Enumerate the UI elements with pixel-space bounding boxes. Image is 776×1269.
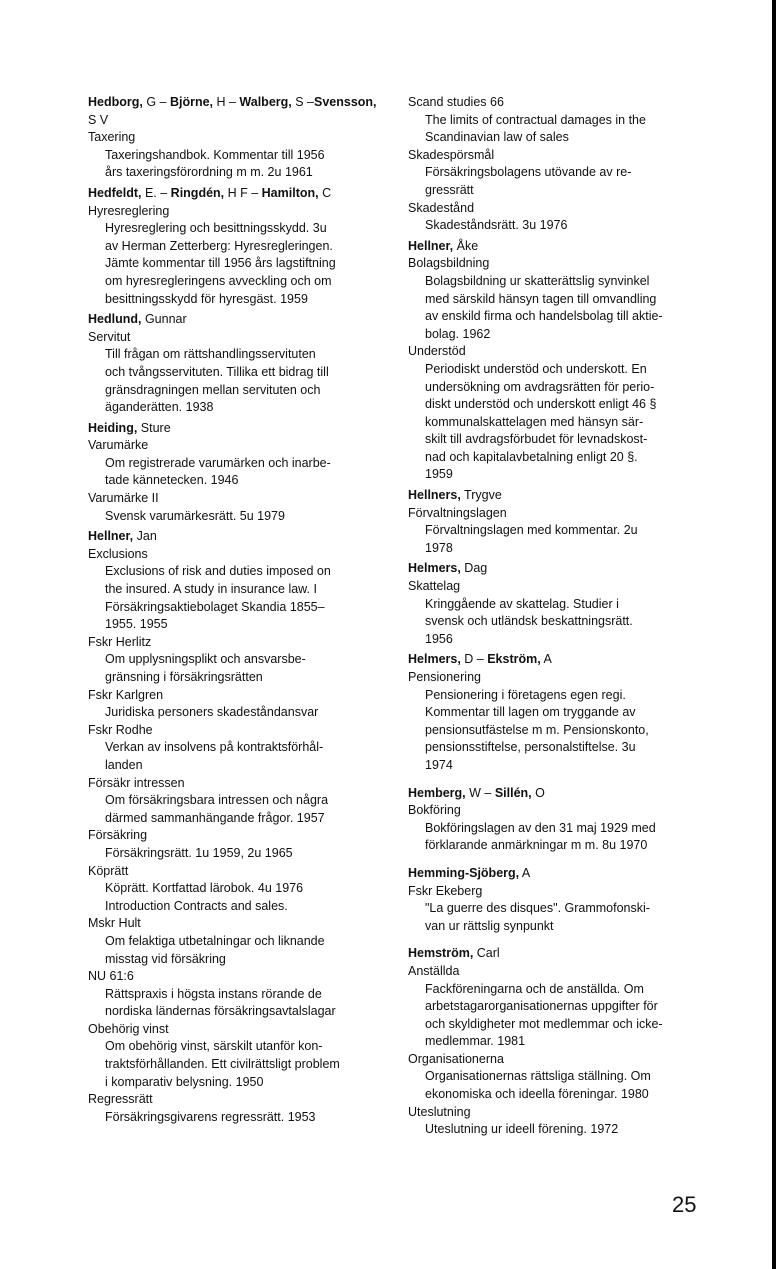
work-title-line: därmed sammanhängande frågor. 1957: [105, 810, 325, 825]
subject-heading: Bokföring: [408, 803, 461, 818]
author-rest: A: [540, 652, 552, 667]
entry-author: [88, 311, 380, 329]
work-title-line: års taxeringsförordning m m. 2u 1961: [105, 165, 313, 180]
work-title-line: Om obehörig vinst, särskilt utanför kon-: [105, 1039, 323, 1054]
work-title-line: Förvaltningslagen med kommentar. 2u: [425, 523, 638, 538]
work-title-line: nad och kapitalavbetalning enligt 20 §.: [425, 449, 638, 464]
work-title-line: pensionsutfästelse m m. Pensionskonto,: [425, 722, 649, 737]
work-title-line: Fackföreningarna och de anställda. Om: [425, 981, 644, 996]
work-title-line: Försäkringsaktiebolaget Skandia 1855–: [105, 599, 325, 614]
work-title-line: Verkan av insolvens på kontraktsförhål-: [105, 740, 324, 755]
subject-block: [408, 200, 708, 235]
work-title-line: Bolagsbildning ur skatterättslig synvinkel: [425, 273, 650, 288]
author-name: Sillén,: [494, 785, 532, 800]
author-name: Hellner,: [408, 238, 454, 253]
subject-block: [88, 490, 380, 525]
author-rest: O: [531, 785, 545, 800]
subject-heading: Understöd: [408, 344, 466, 359]
entry-author: [88, 420, 380, 438]
author-name: Hellner,: [88, 529, 134, 544]
work-title-line: "La guerre des disques". Grammofonski-: [425, 901, 650, 916]
work-title-line: pensionsstiftelse, personalstiftelse. 3u: [425, 740, 636, 755]
work-title-line: misstag vid försäkring: [105, 951, 226, 966]
subject-block: [408, 505, 708, 558]
author-name: Hedborg,: [88, 95, 143, 109]
subject-block: [408, 883, 708, 936]
index-entry: [408, 560, 708, 648]
work-title-line: Skadeståndsrätt. 3u 1976: [425, 218, 568, 233]
work-title-line: Uteslutning ur ideell förening. 1972: [425, 1122, 619, 1137]
work-title-line: Rättspraxis i högsta instans rörande de: [105, 986, 322, 1001]
subject-heading: Varumärke II: [88, 491, 159, 506]
subject-heading: Skadestånd: [408, 200, 475, 215]
author-name: Helmers,: [408, 561, 461, 576]
subject-block: [408, 669, 708, 775]
author-rest: D –: [460, 652, 488, 667]
work-title-line: Bokföringslagen av den 31 maj 1929 med: [425, 820, 656, 835]
work-title-line: besittningsskydd för hyresgäst. 1959: [105, 291, 308, 306]
subject-block: [408, 94, 708, 147]
subject-heading: Varumärke: [88, 438, 149, 453]
work-title-line: förklarande anmärkningar m m. 8u 1970: [425, 838, 648, 853]
author-rest: H F –: [224, 185, 262, 200]
author-name: Hellners,: [408, 488, 461, 503]
work-title-line: Organisationernas rättsliga ställning. Om: [425, 1069, 651, 1084]
author-rest: S –: [291, 95, 314, 109]
index-entry: [408, 945, 708, 1139]
subject-block: [88, 546, 380, 634]
subject-heading: Taxering: [88, 130, 136, 145]
author-name: Hedlund,: [88, 312, 142, 327]
author-name: Ringdén,: [170, 185, 225, 200]
index-entry: [88, 185, 380, 308]
subject-heading: Regressrätt: [88, 1092, 153, 1107]
subject-heading: Pensionering: [408, 670, 481, 684]
author-rest: A: [519, 865, 531, 880]
subject-block: [88, 968, 380, 1021]
work-title-line: Taxeringshandbok. Kommentar till 1956: [105, 147, 325, 162]
subject-heading: NU 61:6: [88, 969, 134, 984]
index-entry: [88, 420, 380, 526]
subject-block: [408, 578, 708, 648]
work-title-line: i komparativ belysning. 1950: [105, 1074, 264, 1089]
subject-block: [88, 687, 380, 722]
work-title-line: arbetstagarorganisationernas uppgifter för: [425, 999, 658, 1014]
author-rest: Sture: [137, 420, 171, 435]
entry-author: [408, 651, 708, 669]
subject-block: [408, 255, 708, 343]
subject-block: [88, 722, 380, 775]
author-name: Björne,: [169, 95, 214, 109]
entry-author: [408, 487, 708, 505]
work-title-line: diskt understöd och underskott enligt 46 §: [425, 397, 657, 412]
subject-block: [88, 129, 380, 182]
work-title-line: Om felaktiga utbetalningar och liknande: [105, 933, 325, 948]
subject-heading: Skattelag: [408, 579, 461, 594]
entry-author: [408, 785, 708, 803]
subject-heading: Fskr Rodhe: [88, 722, 153, 737]
work-title-line: Scandinavian law of sales: [425, 130, 569, 145]
subject-block: [88, 437, 380, 490]
work-title-line: Kommentar till lagen om tryggande av: [425, 705, 636, 720]
work-title-line: kommunalskattelagen med hänsyn sär-: [425, 414, 644, 429]
author-name: Heiding,: [88, 420, 138, 435]
subject-heading: Hyresreglering: [88, 203, 170, 218]
entry-author: [88, 94, 380, 129]
work-title-line: 1974: [425, 757, 453, 772]
work-title-line: svensk och utländsk beskattningsrätt.: [425, 614, 633, 629]
work-title-line: Kringgående av skattelag. Studier i: [425, 596, 619, 611]
work-title-line: bolag. 1962: [425, 326, 491, 341]
left-column: [88, 94, 380, 1129]
work-title-line: Till frågan om rättshandlingsservituten: [105, 347, 316, 362]
subject-heading: Obehörig vinst: [88, 1021, 169, 1036]
subject-block: [88, 827, 380, 862]
work-title-line: om hyresregleringens avveckling och om: [105, 273, 332, 288]
work-title-line: Försäkringsbolagens utövande av re-: [425, 165, 632, 180]
author-name: Hemberg,: [408, 785, 466, 800]
work-title-line: Jämte kommentar till 1956 års lagstiftning: [105, 256, 336, 271]
subject-block: [408, 147, 708, 200]
work-title-line: Om registrerade varumärken och inarbe-: [105, 455, 331, 470]
work-title-line: Juridiska personers skadeståndansvar: [105, 705, 319, 720]
work-title-line: the insured. A study in insurance law. I: [105, 582, 317, 597]
author-name: Hedfeldt,: [88, 185, 142, 200]
subject-heading: Mskr Hult: [88, 916, 141, 931]
work-title-line: nordiska ländernas försäkringsavtalslagar: [105, 1004, 336, 1019]
author-rest: G –: [142, 95, 170, 109]
subject-block: [88, 329, 380, 417]
work-title-line: 1956: [425, 631, 453, 646]
author-rest: Dag: [460, 561, 488, 576]
subject-heading: Fskr Karlgren: [88, 687, 164, 702]
author-rest: E. –: [141, 185, 171, 200]
subject-block: [408, 1051, 708, 1104]
page-edge: [772, 0, 776, 1269]
work-title-line: Periodiskt understöd och underskott. En: [425, 361, 647, 376]
work-title-line: 1959: [425, 467, 453, 482]
author-rest: C: [318, 185, 332, 200]
work-title-line: 1978: [425, 540, 453, 555]
work-title-line: och tvångsservituten. Tillika ett bidrag till: [105, 364, 329, 379]
entry-author: [408, 560, 708, 578]
work-title-line: Pensionering i företagens egen regi.: [425, 687, 626, 702]
work-title-line: Försäkringsrätt. 1u 1959, 2u 1965: [105, 845, 293, 860]
subject-heading: Uteslutning: [408, 1104, 471, 1119]
work-title-line: The limits of contractual damages in the: [425, 112, 646, 127]
author-rest: Trygve: [460, 488, 502, 503]
index-entry: [408, 651, 708, 774]
author-name: Ekström,: [487, 652, 541, 667]
entry-author: [408, 945, 708, 963]
author-rest: Jan: [133, 529, 157, 544]
subject-block: [88, 1021, 380, 1091]
page-number: 25: [672, 1192, 697, 1217]
author-name: Hemström,: [408, 946, 474, 961]
work-title-line: gressrätt: [425, 182, 474, 197]
entry-author: [88, 185, 380, 203]
author-name: Helmers,: [408, 652, 461, 667]
entry-author: [408, 865, 708, 883]
subject-heading: Bolagsbildning: [408, 256, 490, 271]
index-entry: [88, 94, 380, 182]
work-title-line: Om upplysningsplikt och ansvarsbe-: [105, 652, 306, 667]
work-title-line: 1955. 1955: [105, 617, 168, 632]
work-title-line: van ur rättslig synpunkt: [425, 918, 554, 933]
index-entry: [408, 785, 708, 855]
author-name: Svensson,: [314, 95, 377, 109]
subject-block: [88, 203, 380, 309]
author-rest: W –: [465, 785, 495, 800]
index-entry: [408, 94, 708, 235]
subject-block: [88, 915, 380, 968]
subject-block: [88, 1091, 380, 1126]
entry-author: [408, 238, 708, 256]
work-title-line: Försäkringsgivarens regressrätt. 1953: [105, 1109, 316, 1124]
work-title-line: Introduction Contracts and sales.: [105, 898, 288, 913]
subject-block: [408, 1104, 708, 1139]
work-title-line: ekonomiska och ideella föreningar. 1980: [425, 1087, 649, 1102]
work-title-line: landen: [105, 757, 143, 772]
subject-block: [408, 802, 708, 855]
author-name: Hamilton,: [261, 185, 319, 200]
subject-heading: Anställda: [408, 963, 460, 978]
entry-author: [88, 528, 380, 546]
work-title-line: Exclusions of risk and duties imposed on: [105, 564, 331, 579]
subject-block: [88, 863, 380, 916]
work-title-line: medlemmar. 1981: [425, 1034, 526, 1049]
work-title-line: Om försäkringsbara intressen och några: [105, 793, 329, 808]
subject-block: [408, 343, 708, 484]
work-title-line: av Herman Zetterberg: Hyresregleringen.: [105, 238, 333, 253]
work-title-line: gränsdragningen mellan servituten och: [105, 382, 321, 397]
subject-block: [88, 634, 380, 687]
subject-heading: Scand studies 66: [408, 95, 504, 109]
subject-heading: Organisationerna: [408, 1051, 504, 1066]
work-title-line: Svensk varumärkesrätt. 5u 1979: [105, 508, 285, 523]
author-rest: Gunnar: [141, 312, 187, 327]
author-rest: Carl: [473, 946, 500, 961]
work-title-line: och skyldigheter mot medlemmar och icke-: [425, 1016, 663, 1031]
author-rest: H –: [213, 95, 240, 109]
subject-heading: Skadespörsmål: [408, 147, 495, 162]
subject-heading: Förvaltningslagen: [408, 505, 507, 520]
subject-heading: Försäkr intressen: [88, 775, 185, 790]
index-entry: [88, 528, 380, 1126]
author-name: Hemming-Sjöberg,: [408, 865, 520, 880]
index-entry: [408, 487, 708, 557]
work-title-line: tade kännetecken. 1946: [105, 473, 239, 488]
index-entry: [88, 311, 380, 417]
work-title-line: undersökning om avdragsrätten för perio-: [425, 379, 655, 394]
work-title-line: Köprätt. Kortfattad lärobok. 4u 1976: [105, 881, 304, 896]
work-title-line: med särskild hänsyn tagen till omvandling: [425, 291, 657, 306]
subject-block: [408, 963, 708, 1051]
author-rest: S V: [88, 112, 109, 127]
work-title-line: äganderätten. 1938: [105, 400, 214, 415]
work-title-line: Hyresreglering och besittningsskydd. 3u: [105, 221, 327, 236]
work-title-line: traktsförhållanden. Ett civilrättsligt problem: [105, 1057, 340, 1072]
subject-block: [88, 775, 380, 828]
subject-heading: Exclusions: [88, 546, 148, 561]
author-rest: Åke: [453, 238, 479, 253]
subject-heading: Fskr Herlitz: [88, 634, 152, 649]
subject-heading: Köprätt: [88, 863, 129, 878]
work-title-line: skilt till avdragsförbudet för levnadskost-: [425, 432, 648, 447]
index-entry: [408, 238, 708, 484]
index-entry: [408, 865, 708, 935]
subject-heading: Fskr Ekeberg: [408, 883, 483, 898]
right-column: [408, 94, 708, 1142]
work-title-line: gränsning i försäkringsrätten: [105, 670, 263, 684]
subject-heading: Servitut: [88, 329, 131, 344]
subject-heading: Försäkring: [88, 828, 148, 843]
author-name: Walberg,: [239, 95, 292, 109]
work-title-line: av enskild firma och handelsbolag till aktie-: [425, 309, 663, 324]
